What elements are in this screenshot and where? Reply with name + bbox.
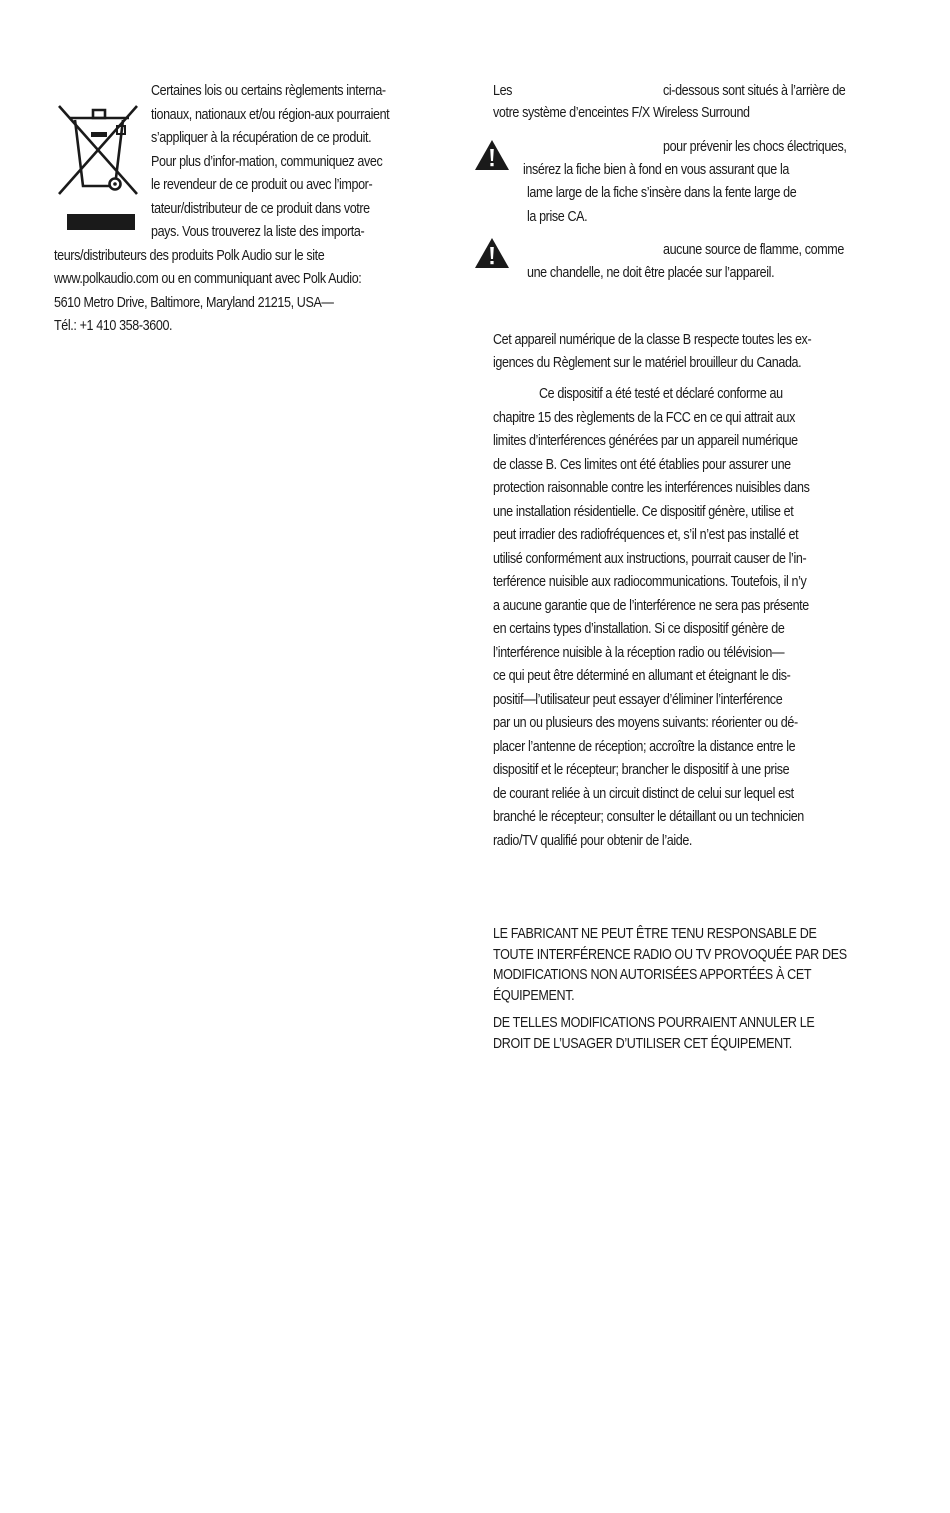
fcc-line: utilisé conformément aux instructions, pourrait causer de l’in- xyxy=(493,551,807,567)
modification-line: DROIT DE L’USAGER D’UTILISER CET ÉQUIPEMENT. xyxy=(493,1036,792,1052)
fcc-line: de courant reliée à un circuit distinct de celui sur lequel est xyxy=(493,786,794,802)
recycle-line: le revendeur de ce produit ou avec l’impor- xyxy=(151,177,373,193)
fcc-line: radio/TV qualifié pour obtenir de l’aide. xyxy=(493,833,693,849)
fcc-line: de classe B. Ces limites ont été établies pour assurer une xyxy=(493,457,791,473)
recycle-line: Pour plus d’infor-mation, communiquez avec xyxy=(151,154,383,170)
fcc-line: peut irradier des radiofréquences et, s’il n’est pas installé et xyxy=(493,527,799,543)
weee-bin-icon xyxy=(53,98,141,232)
warning-triangle-icon xyxy=(474,237,510,269)
fcc-line: branché le récepteur; consulter le détaillant ou un technicien xyxy=(493,809,804,825)
warning-triangle-icon xyxy=(474,139,510,171)
fcc-line: a aucune garantie que de l’interférence ne sera pas présente xyxy=(493,598,809,614)
recycle-line: s’appliquer à la récupération de ce produit. xyxy=(151,130,372,146)
disclaimer-line: MODIFICATIONS NON AUTORISÉES APPORTÉES À CET xyxy=(493,967,812,983)
fcc-line: dispositif et le récepteur; brancher le dispositif à une prise xyxy=(493,762,790,778)
recycle-line: Certaines lois ou certains règlements interna- xyxy=(151,83,386,99)
fcc-line: limites d’interférences générées par un appareil numérique xyxy=(493,433,798,449)
fcc-line: par un ou plusieurs des moyens suivants: réorienter ou dé- xyxy=(493,715,798,731)
warning-line: la prise CA. xyxy=(527,209,588,225)
fcc-line: une installation résidentielle. Ce dispositif génère, utilise et xyxy=(493,504,794,520)
modification-line: DE TELLES MODIFICATIONS POURRAIENT ANNULER LE xyxy=(493,1015,815,1031)
fcc-line: protection raisonnable contre les interférences nuisibles dans xyxy=(493,480,810,496)
recycle-line: tionaux, nationaux et/ou région-aux pourraient xyxy=(151,107,390,123)
fcc-line: chapitre 15 des règlements de la FCC en ce qui attrait aux xyxy=(493,410,795,426)
warning-line: aucune source de flamme, comme xyxy=(663,242,844,258)
fcc-line: terférence nuisible aux radiocommunications. Toutefois, il n’y xyxy=(493,574,807,590)
warning-line: une chandelle, ne doit être placée sur l’appareil. xyxy=(527,265,775,281)
recycle-line: pays. Vous trouverez la liste des importa- xyxy=(151,224,365,240)
recycle-line: tateur/distributeur de ce produit dans votre xyxy=(151,201,370,217)
warning-line: insérez la fiche bien à fond en vous assurant que la xyxy=(523,162,789,178)
recycle-line: teurs/distributeurs des produits Polk Audio sur le site xyxy=(54,248,325,264)
warning-line: lame large de la fiche s’insère dans la fente large de xyxy=(527,185,797,201)
fcc-line: ce qui peut être déterminé en allumant et éteignant le dis- xyxy=(493,668,791,684)
disclaimer-line: ÉQUIPEMENT. xyxy=(493,988,575,1004)
recycle-line: 5610 Metro Drive, Baltimore, Maryland 21215, USA— xyxy=(54,295,334,311)
disclaimer-line: TOUTE INTERFÉRENCE RADIO OU TV PROVOQUÉE PAR DES xyxy=(493,947,847,963)
intro-line: votre système d’enceintes F/X Wireless Surround xyxy=(493,105,750,121)
canada-line: igences du Règlement sur le matériel brouilleur du Canada. xyxy=(493,355,802,371)
fcc-line: en certains types d’installation. Si ce dispositif génère de xyxy=(493,621,785,637)
disclaimer-line: LE FABRICANT NE PEUT ÊTRE TENU RESPONSABLE DE xyxy=(493,926,817,942)
intro-line: ci-dessous sont situés à l’arrière de xyxy=(663,83,846,99)
recycle-line: www.polkaudio.com ou en communiquant avec Polk Audio: xyxy=(54,271,362,287)
recycle-line: Tél.: +1 410 358-3600. xyxy=(54,318,173,334)
fcc-line: l’interférence nuisible à la réception radio ou télévision— xyxy=(493,645,785,661)
warning-line: pour prévenir les chocs électriques, xyxy=(663,139,847,155)
fcc-line: positif—l’utilisateur peut essayer d’éliminer l’interférence xyxy=(493,692,783,708)
fcc-line: placer l’antenne de réception; accroître la distance entre le xyxy=(493,739,796,755)
fcc-line: Ce dispositif a été testé et déclaré conforme au xyxy=(539,386,783,402)
canada-line: Cet appareil numérique de la classe B respecte toutes les ex- xyxy=(493,332,812,348)
intro-word-les: Les xyxy=(493,83,513,99)
